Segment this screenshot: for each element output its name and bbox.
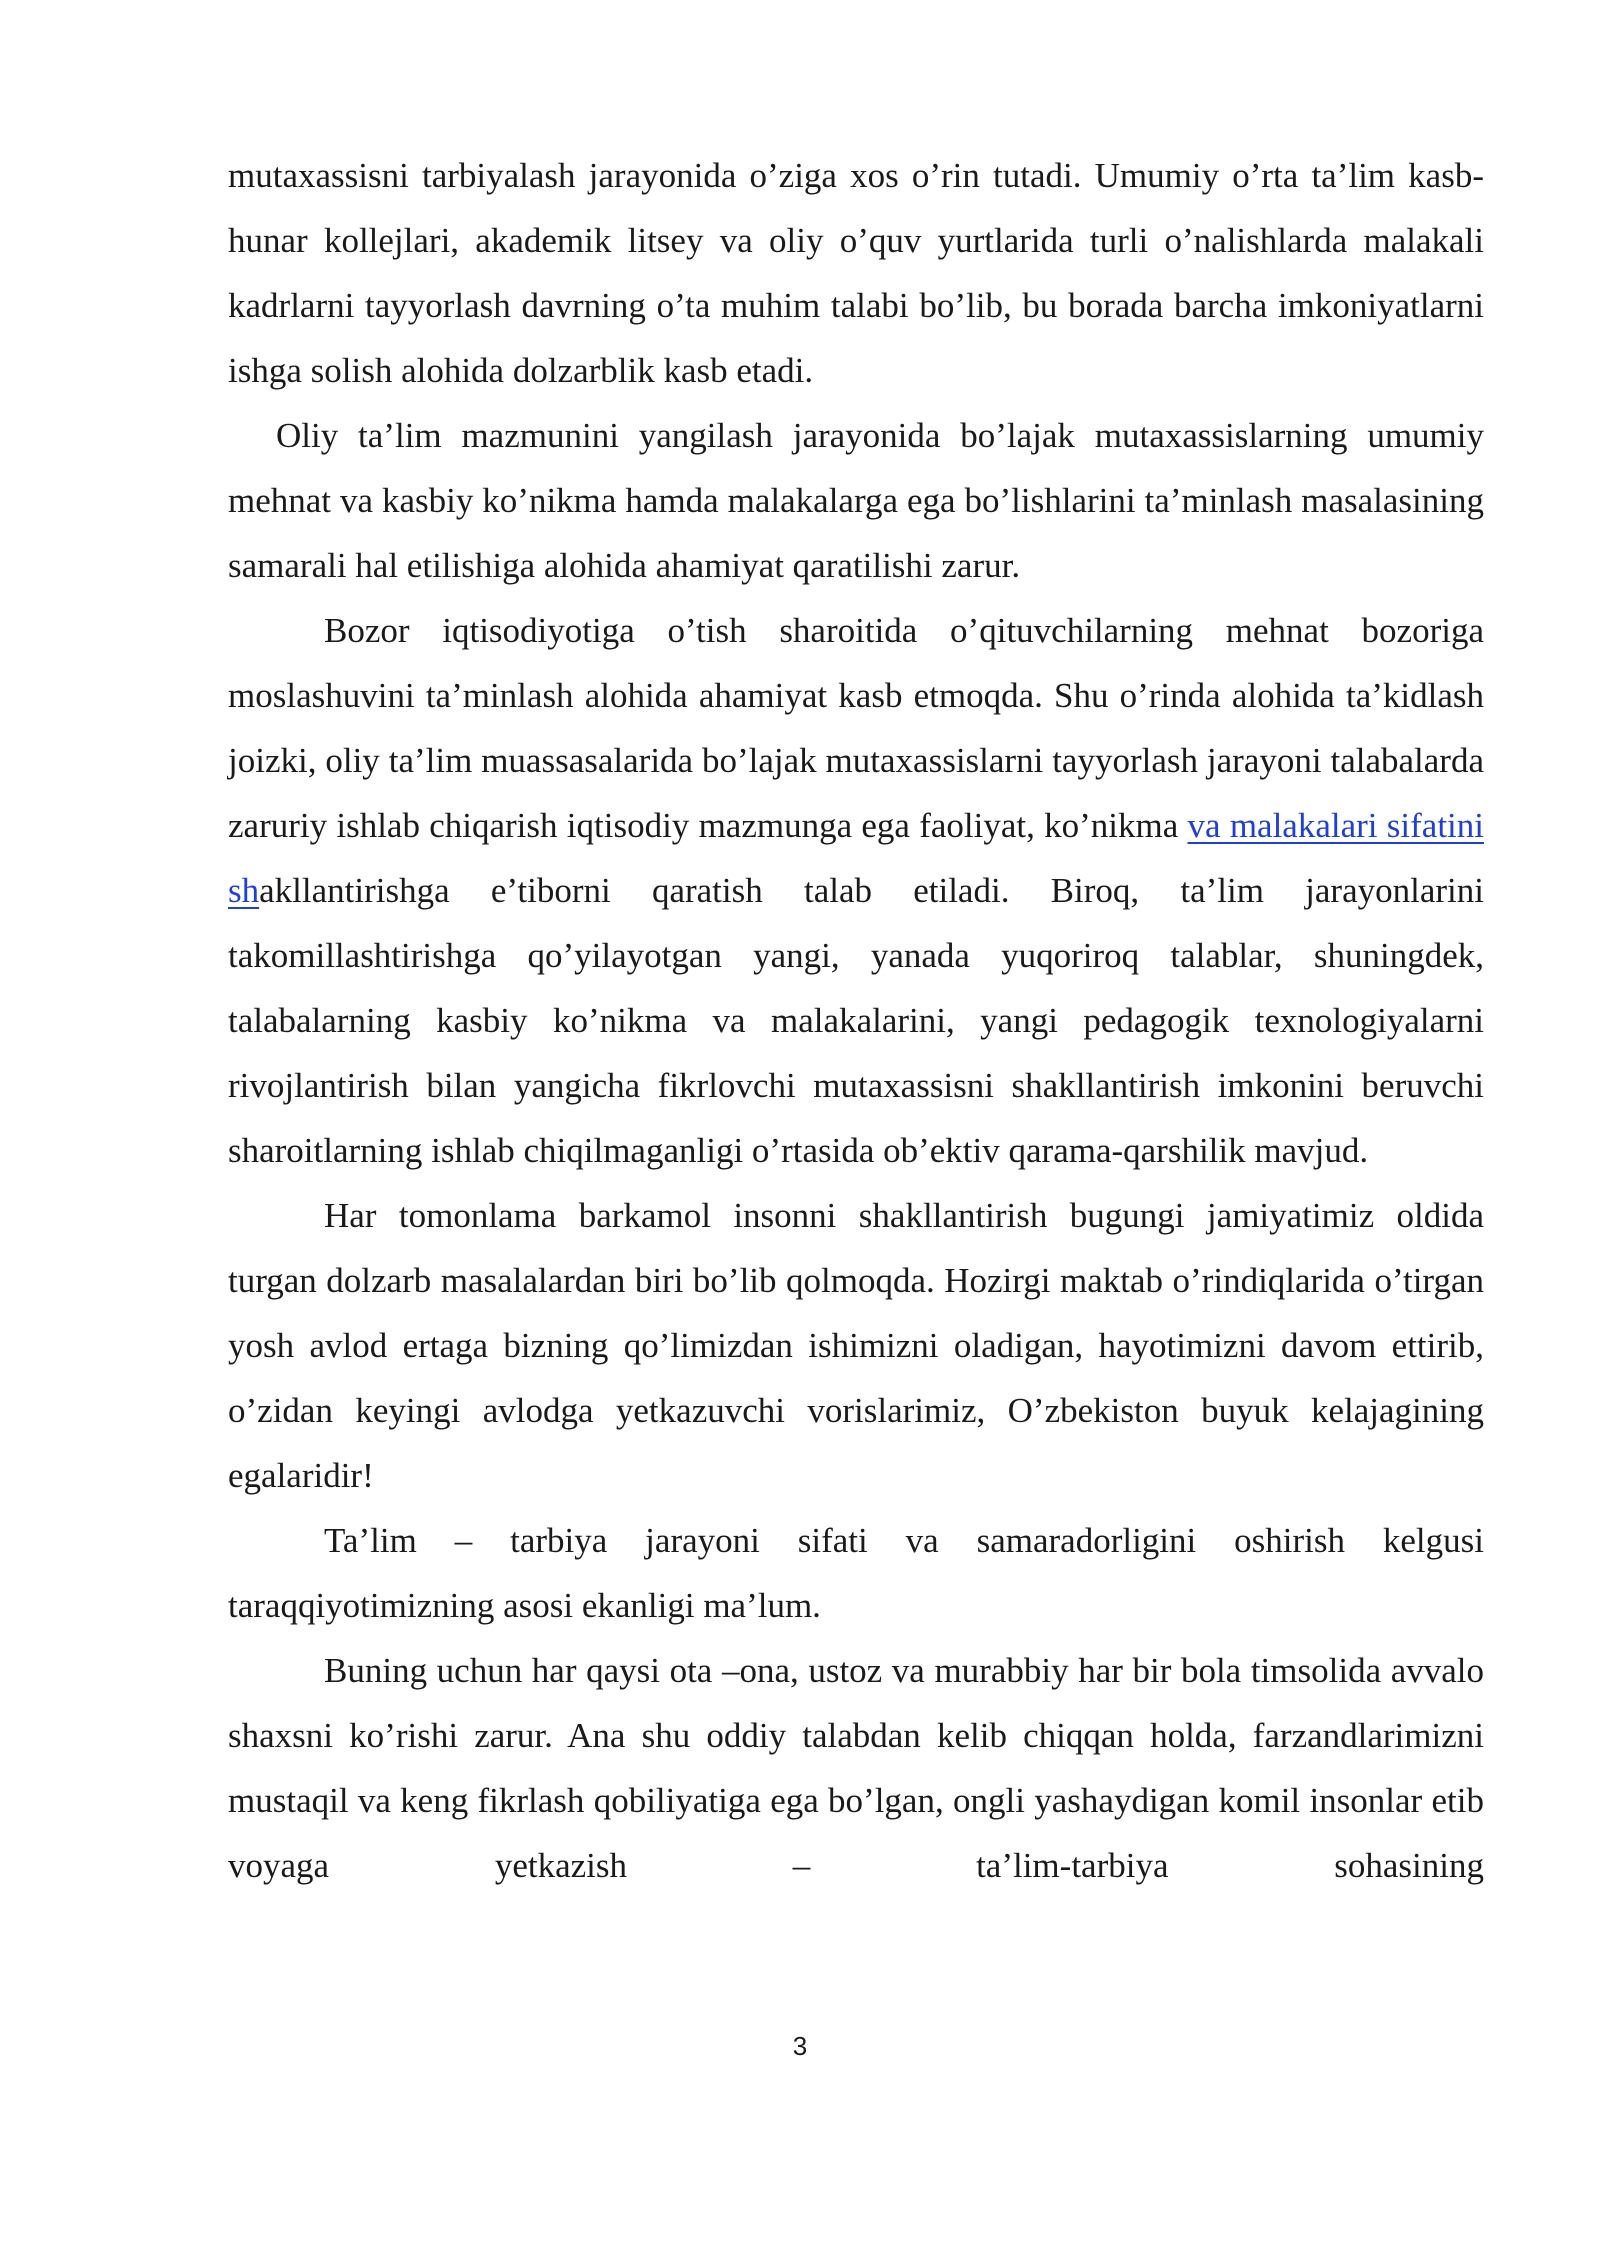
paragraph-2: Oliy ta’lim mazmunini yangilash jarayonida bo’lajak mutaxassislarning umumiy mehnat va kasbiy ko’nikma hamda malakalarga ega bo’lishlarini ta’minlash masalasining samarali hal etilishiga alohida ahamiyat qaratilishi zarur. bbox=[228, 416, 1484, 585]
paragraph-1: mutaxassisni tarbiyalash jarayonida o’ziga xos o’rin tutadi. Umumiy o’rta ta’lim kasb-hunar kollejlari, akademik litsey va oliy o’quv yurtlarida turli o’nalishlarda malakali kadrlarni tayyorlash davrning o’ta muhim talabi bo’lib, bu borada barcha imkoniyatlarni ishga solish alohida dolzarblik kasb etadi. bbox=[228, 156, 1484, 390]
paragraph-3-text-after: akllantirishga e’tiborni qaratish talab etiladi. Biroq, ta’lim jarayonlarini takomillashtirishga qo’yilayotgan yangi, yanada yuqoriroq talablar, shuningdek, talabalarning kasbiy ko’nikma va malakalarini, yangi pedagogik texnologiyalarni rivojlantirish bilan yangicha fikrlovchi mutaxassisni shakllantirish imkonini beruvchi sharoitlarning ishlab chiqilmaganligi o’rtasida ob’ektiv qarama-qarshilik mavjud. bbox=[228, 871, 1484, 1170]
paragraph-3-text-before: Bozor iqtisodiyotiga o’tish sharoitida o’qituvchilarning mehnat bozoriga moslashuvini ta’minlash alohida ahamiyat kasb etmoqda. Shu o’rinda alohida ta’kidlash joizki, oliy ta’lim muassasalarida bo’lajak mutaxassislarni tayyorlash jarayoni talabalarda zaruriy ishlab chiqarish iqtisodiy mazmunga ega faoliyat, ko’nikma bbox=[228, 611, 1484, 845]
hyperlink-text[interactable]: va malakalari sifatini sh bbox=[228, 806, 1484, 910]
paragraph-5: Ta’lim – tarbiya jarayoni sifati va samaradorligini oshirish kelgusi taraqqiyotimizning asosi ekanligi ma’lum. bbox=[228, 1521, 1484, 1625]
page-number: 3 bbox=[792, 2031, 808, 2061]
document-page bbox=[228, 143, 1484, 1898]
paragraph-3 bbox=[228, 598, 1484, 1183]
paragraph-6: Buning uchun har qaysi ota –ona, ustoz va murabbiy har bir bola timsolida avvalo shaxsni ko’rishi zarur. Ana shu oddiy talabdan kelib chiqqan holda, farzandlarimizni mustaqil va keng fikrlash qobiliyatiga ega bo’lgan, ongli yashaydigan komil insonlar etib voyaga yetkazish – ta’lim-tarbiya sohasining bbox=[228, 1651, 1484, 1885]
paragraph-4: Har tomonlama barkamol insonni shakllantirish bugungi jamiyatimiz oldida turgan dolzarb masalalardan biri bo’lib qolmoqda. Hozirgi maktab o’rindiqlarida o’tirgan yosh avlod ertaga bizning qo’limizdan ishimizni oladigan, hayotimizni davom ettirib, o’zidan keyingi avlodga yetkazuvchi vorislarimiz, O’zbekiston buyuk kelajagining egalaridir! bbox=[228, 1196, 1484, 1495]
